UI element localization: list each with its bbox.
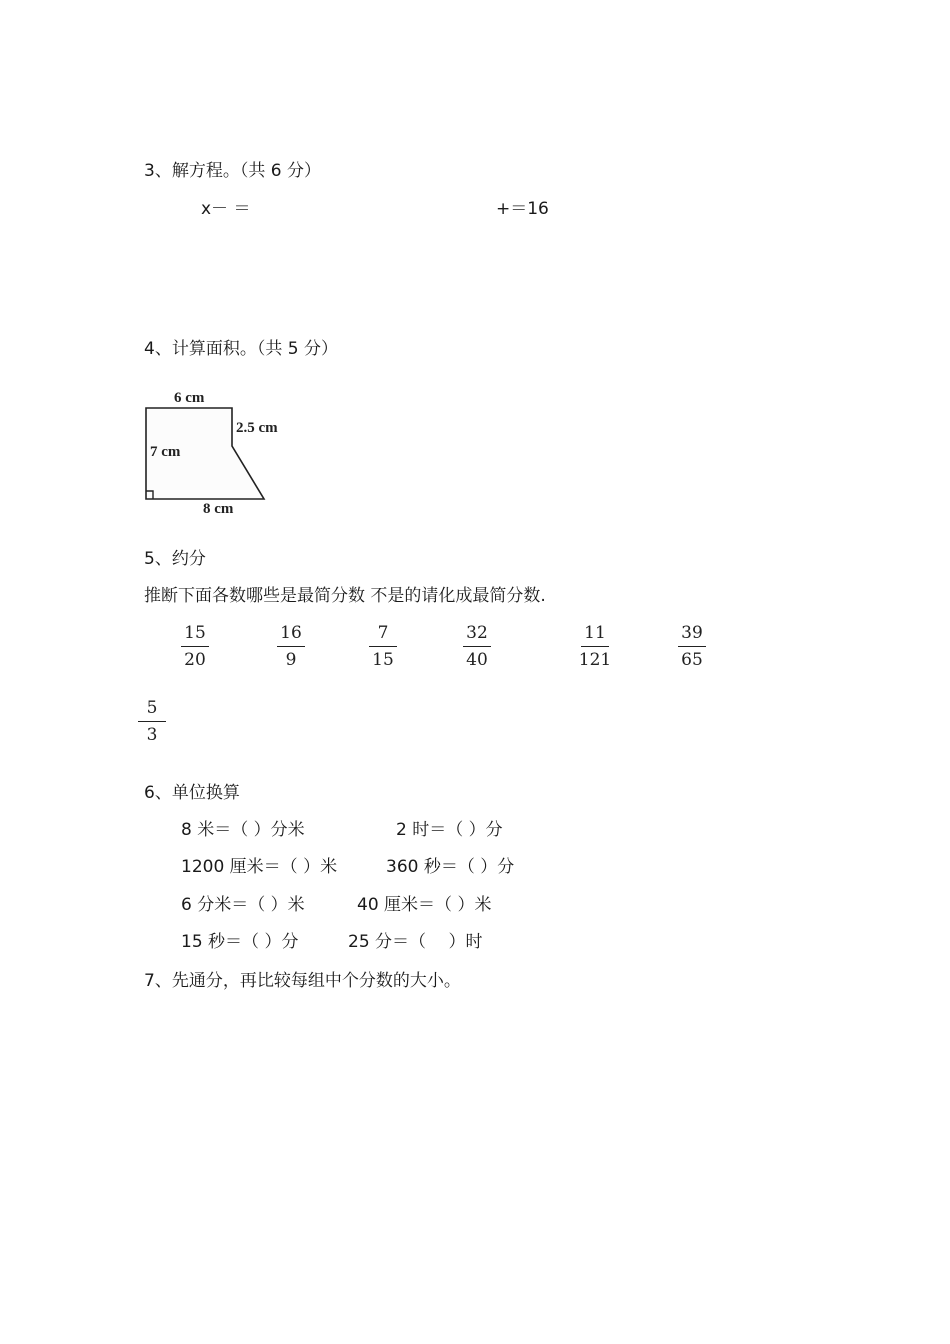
fraction-bar: [463, 646, 491, 647]
fraction-denominator: 65: [681, 650, 703, 670]
figure-bottom-label: 8 cm: [203, 501, 234, 517]
fraction-1: [175, 623, 215, 670]
fraction-numerator: 16: [280, 623, 302, 643]
q5-heading: 5、约分: [144, 549, 206, 569]
fraction-3: [363, 623, 403, 670]
trapezoid-figure: [144, 388, 294, 520]
conversion-item: 40 厘米＝（ ）米: [357, 895, 492, 915]
fraction-bar: [678, 646, 706, 647]
fraction-denominator: 121: [578, 650, 612, 670]
fraction-numerator: 5: [146, 698, 158, 718]
fraction-numerator: 32: [466, 623, 488, 643]
fraction-denominator: 9: [285, 650, 297, 670]
q4-heading: 4、计算面积。（共 5 分）: [144, 339, 338, 359]
q7-heading: 7、先通分，再比较每组中个分数的大小。: [144, 971, 461, 991]
figure-right-label: 2.5 cm: [236, 420, 278, 436]
fraction-numerator: 15: [184, 623, 206, 643]
fraction-denominator: 20: [184, 650, 206, 670]
fraction-denominator: 40: [466, 650, 488, 670]
fraction-5: [575, 623, 615, 670]
fraction-6: [672, 623, 712, 670]
fraction-bar: [581, 646, 609, 647]
fraction-bar: [138, 721, 166, 722]
conversion-item: 1200 厘米＝（ ）米: [181, 857, 338, 877]
fraction-2: [271, 623, 311, 670]
fraction-bar: [369, 646, 397, 647]
fraction-7: [132, 698, 172, 745]
q6-heading: 6、单位换算: [144, 783, 240, 803]
q3-heading: 3、解方程。（共 6 分）: [144, 161, 321, 181]
fraction-denominator: 3: [146, 725, 158, 745]
conversion-item: 25 分＝（ ）时: [348, 932, 483, 952]
figure-top-label: 6 cm: [174, 390, 205, 406]
conversion-item: 6 分米＝（ ）米: [181, 895, 305, 915]
fraction-numerator: 11: [584, 623, 606, 643]
fraction-bar: [181, 646, 209, 647]
q3-equation-1: x－ ＝: [201, 199, 251, 219]
fraction-bar: [277, 646, 305, 647]
conversion-item: 2 时＝（ ）分: [396, 820, 503, 840]
fraction-numerator: 7: [377, 623, 389, 643]
fraction-numerator: 39: [681, 623, 703, 643]
q3-equation-2: +＝16: [496, 199, 549, 219]
conversion-item: 15 秒＝（ ）分: [181, 932, 299, 952]
fraction-4: [457, 623, 497, 670]
fraction-denominator: 15: [372, 650, 394, 670]
q5-instruction: 推断下面各数哪些是最简分数 不是的请化成最简分数.: [144, 586, 546, 606]
conversion-item: 360 秒＝（ ）分: [386, 857, 515, 877]
figure-left-label: 7 cm: [150, 444, 181, 460]
conversion-item: 8 米＝（ ）分米: [181, 820, 305, 840]
